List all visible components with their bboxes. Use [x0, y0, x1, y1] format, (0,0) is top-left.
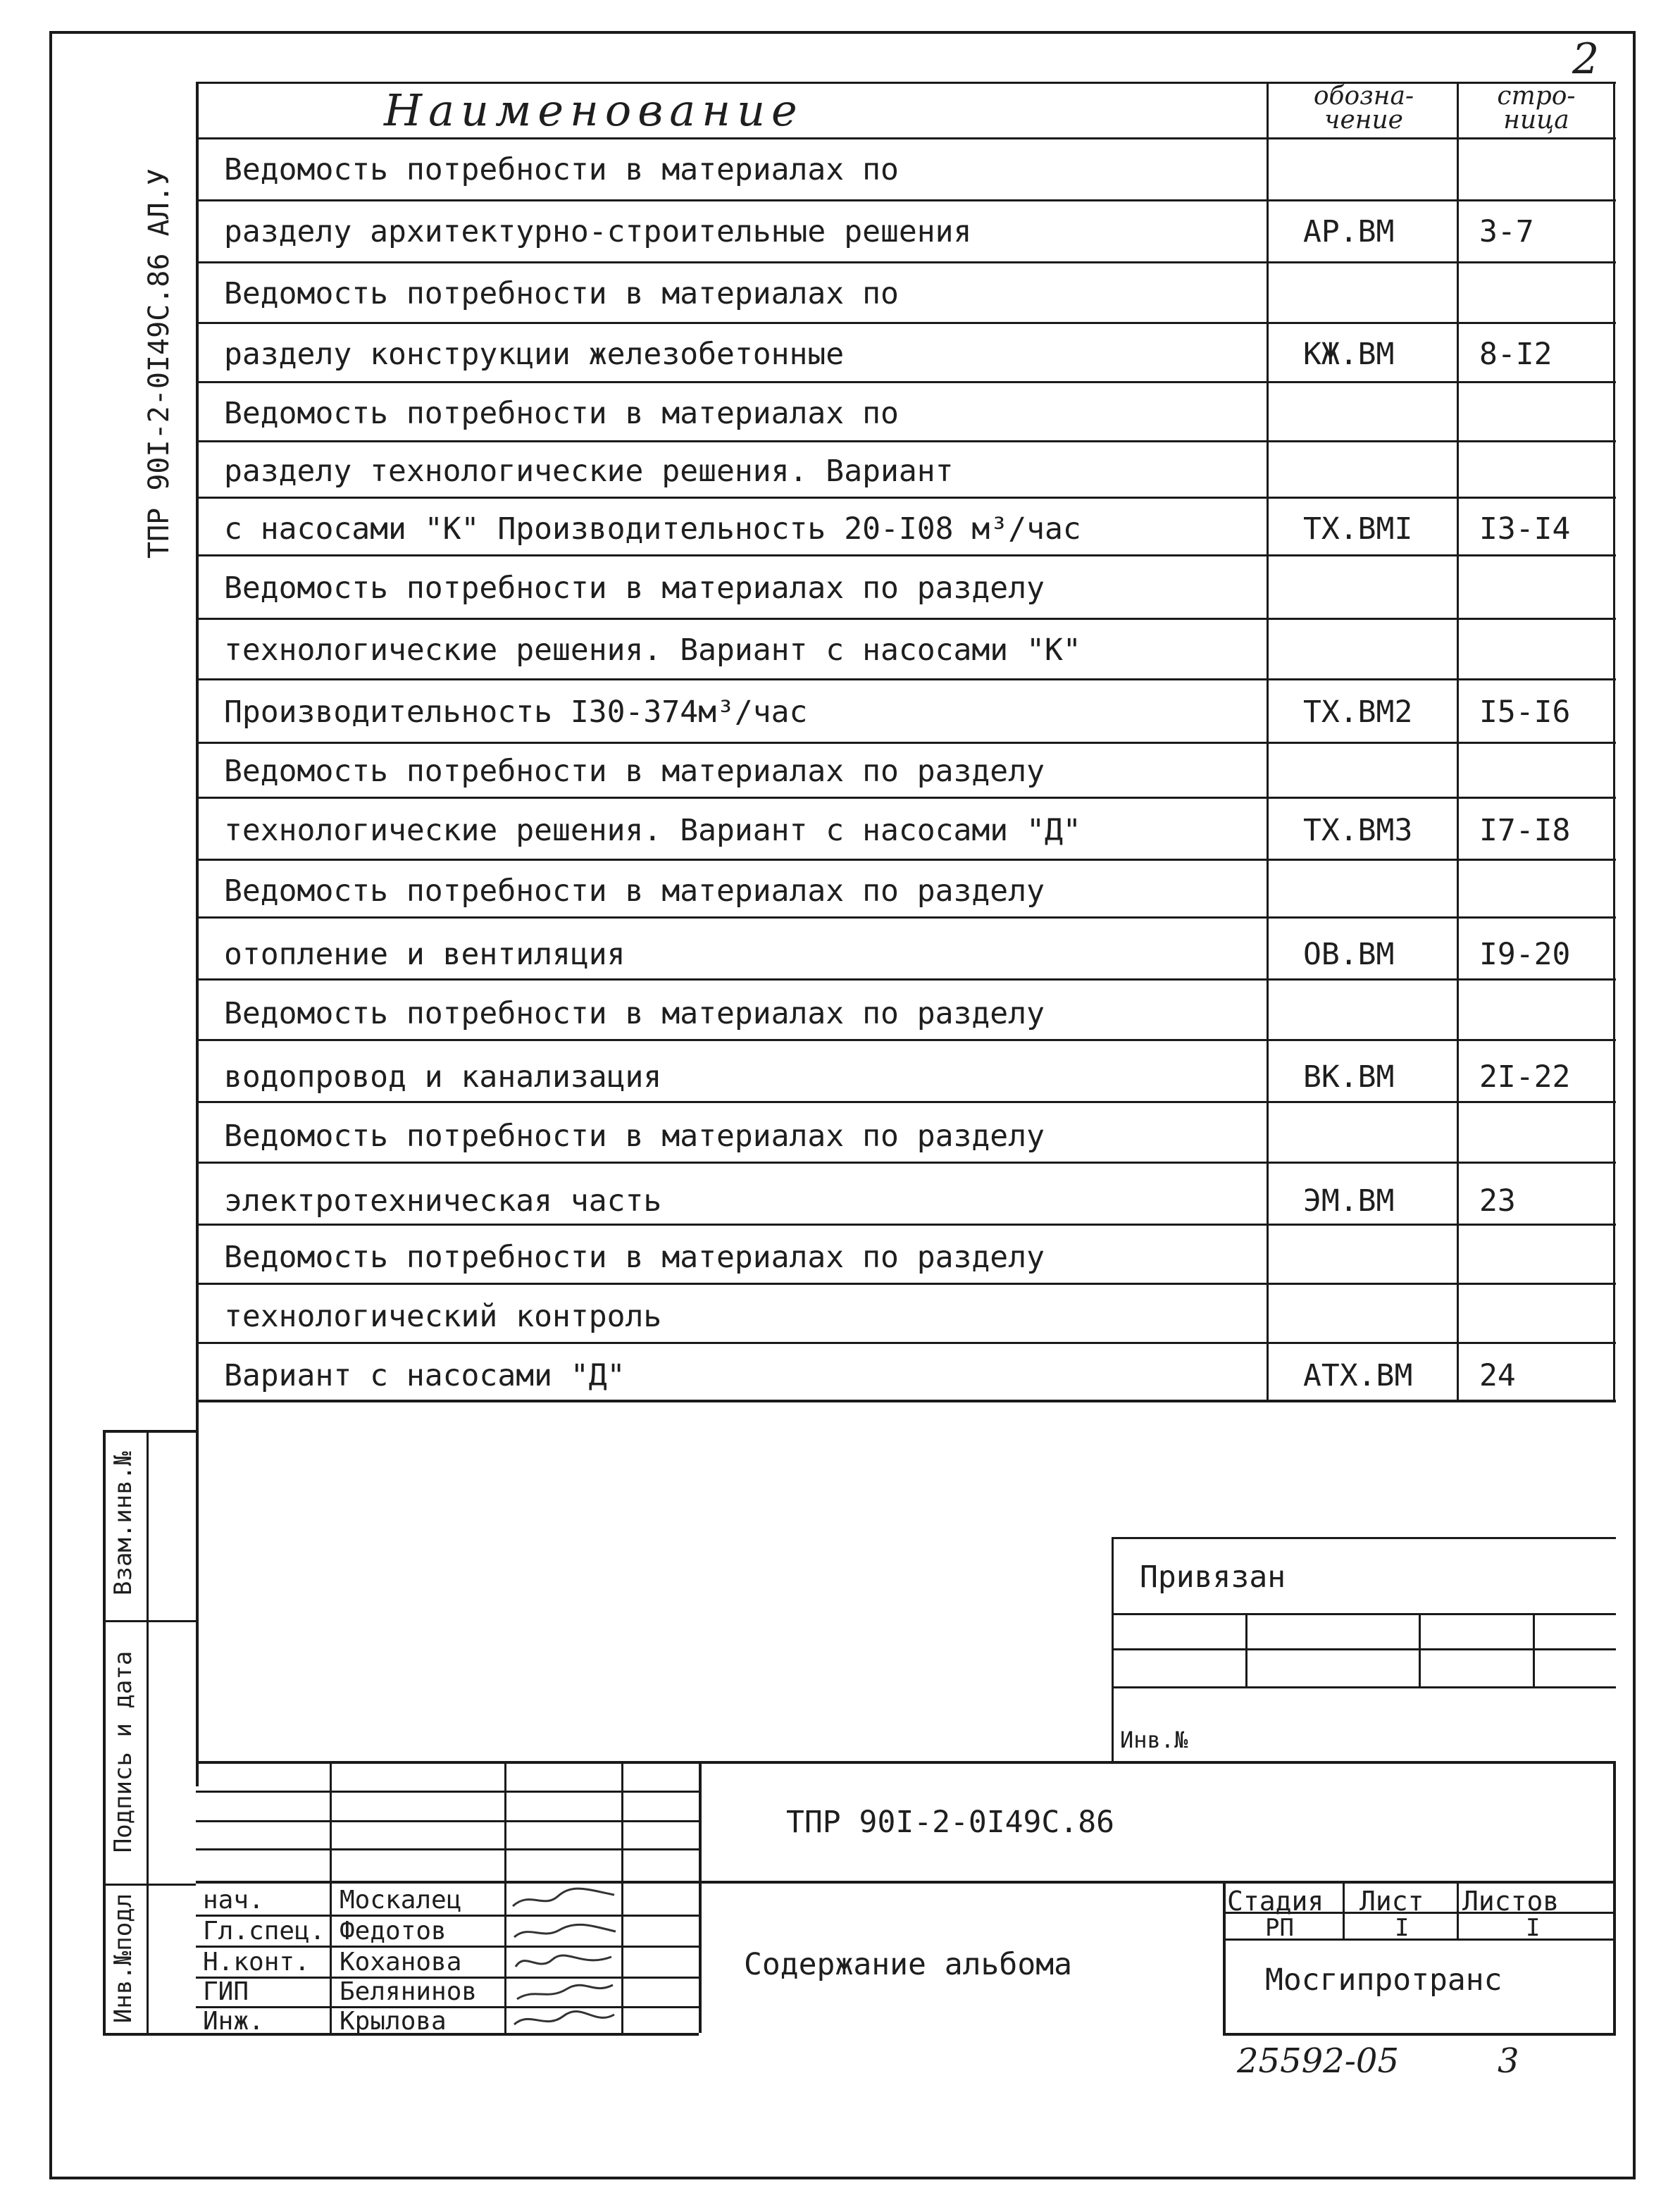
row-name: разделу технологические решения. Вариант	[224, 454, 954, 489]
person-role: нач.	[203, 1886, 264, 1915]
signature-3	[509, 1947, 621, 1977]
header-designation	[1274, 82, 1454, 135]
row-name: технологический контроль	[224, 1299, 662, 1334]
row-name: Ведомость потребности в материалах по разделу	[224, 571, 1045, 606]
page-number: 3	[1498, 2041, 1519, 2081]
sheet-label: Лист	[1359, 1886, 1424, 1917]
signature-1	[509, 1884, 621, 1913]
row-name: Вариант с насосами "Д"	[224, 1358, 626, 1393]
row-code: АР.ВМ	[1303, 214, 1395, 249]
row-pages: I3-I4	[1479, 511, 1571, 547]
side-code: ТПР 90I-2-0I49С.86 АЛ.У	[143, 168, 175, 559]
row-name: Ведомость потребности в материалах по	[224, 396, 899, 431]
album-title: Содержание альбома	[744, 1947, 1072, 1982]
row-name: Ведомость потребности в материалах по	[224, 276, 899, 311]
row-name: Ведомость потребности в материалах по разделу	[224, 996, 1045, 1031]
person-name: Москалец	[340, 1886, 462, 1915]
side-label-inv-podl: Инв.№подл	[109, 1893, 137, 2024]
row-code: ТХ.ВМI	[1303, 511, 1413, 547]
row-name: разделу конструкции железобетонные	[224, 337, 845, 372]
row-code: ТХ.ВМ3	[1303, 813, 1413, 848]
row-code: ТХ.ВМ2	[1303, 695, 1413, 730]
header-designation-text: обозна- чение	[1313, 82, 1414, 135]
row-pages: I9-20	[1479, 937, 1571, 972]
sheet-value: I	[1395, 1914, 1410, 1942]
row-name: технологические решения. Вариант с насосами "Д"	[224, 813, 1081, 848]
row-name: водопровод и канализация	[224, 1059, 662, 1095]
person-name: Федотов	[340, 1917, 447, 1946]
signature-4	[509, 1978, 621, 2006]
row-pages: I5-I6	[1479, 695, 1571, 730]
row-code: АТХ.ВМ	[1303, 1358, 1413, 1393]
signature-5	[509, 2006, 621, 2033]
row-pages: 23	[1479, 1183, 1516, 1219]
side-label-podpis: Подпись и дата	[109, 1650, 137, 1853]
stage-label: Стадия	[1227, 1886, 1324, 1917]
row-name: технологические решения. Вариант с насосами "К"	[224, 633, 1081, 668]
row-pages: 2I-22	[1479, 1059, 1571, 1095]
header-pages-text: стро- ница	[1497, 82, 1576, 135]
person-role: Инж.	[203, 2007, 264, 2036]
row-name: Ведомость потребности в материалах по разделу	[224, 754, 1045, 789]
row-pages: I7-I8	[1479, 813, 1571, 848]
page-mark: 2	[1572, 35, 1600, 84]
person-role: Н.конт.	[203, 1948, 310, 1977]
sheets-value: I	[1526, 1914, 1541, 1942]
person-name: Крылова	[340, 2007, 447, 2036]
row-pages: 24	[1479, 1358, 1516, 1393]
row-name: Ведомость потребности в материалах по разделу	[224, 1119, 1045, 1154]
person-name: Белянинов	[340, 1977, 478, 2006]
stage-value: РП	[1265, 1914, 1294, 1942]
row-name: Производительность I30-374м³/час	[224, 695, 808, 730]
person-role: Гл.спец.	[203, 1917, 325, 1946]
row-code: ОВ.ВМ	[1303, 937, 1395, 972]
side-label-vzam: Взам.инв.№	[109, 1451, 137, 1595]
archive-number: 25592-05	[1237, 2041, 1399, 2081]
doc-code: ТПР 90I-2-0I49С.86	[786, 1805, 1114, 1840]
row-pages: 8-I2	[1479, 337, 1553, 372]
row-name: Ведомость потребности в материалах по разделу	[224, 1240, 1045, 1275]
person-name: Коханова	[340, 1948, 462, 1977]
row-pages: 3-7	[1479, 214, 1534, 249]
signature-2	[509, 1916, 621, 1946]
row-name: электротехническая часть	[224, 1183, 662, 1219]
header-name: Наименование	[384, 85, 804, 136]
row-name: Ведомость потребности в материалах по разделу	[224, 873, 1045, 909]
row-code: ЭМ.ВМ	[1303, 1183, 1395, 1219]
row-code: КЖ.ВМ	[1303, 337, 1395, 372]
privyazan-label: Привязан	[1140, 1560, 1286, 1595]
person-role: ГИП	[203, 1977, 249, 2006]
privyazan-inv: Инв.№	[1120, 1726, 1188, 1753]
row-name: с насосами "К" Производительность 20-I08 м³/час	[224, 511, 1081, 547]
row-code: ВК.ВМ	[1303, 1059, 1395, 1095]
header-pages	[1464, 82, 1609, 135]
org-name: Мосгипротранс	[1265, 1962, 1502, 1998]
row-name: разделу архитектурно-строительные решения	[224, 214, 972, 249]
sheets-label: Листов	[1462, 1886, 1560, 1917]
row-name: Ведомость потребности в материалах по	[224, 152, 899, 187]
row-name: отопление и вентиляция	[224, 937, 626, 972]
